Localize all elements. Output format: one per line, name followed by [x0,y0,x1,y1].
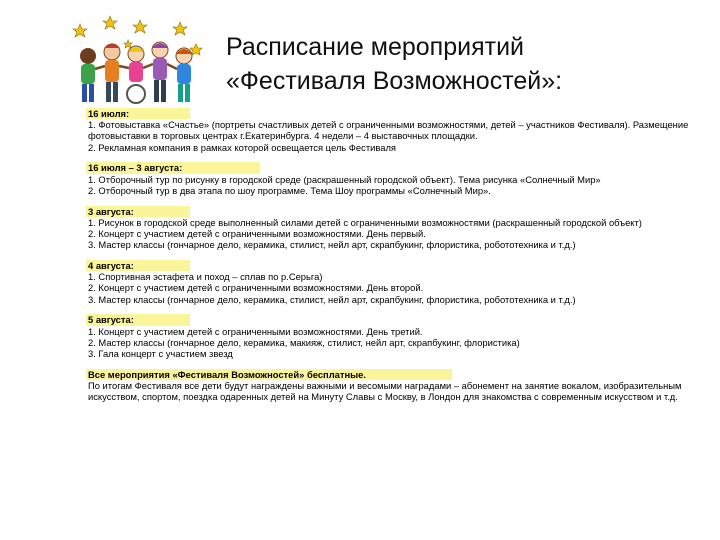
list-item: 2. Отборочный тур в два этапа по шоу программе. Тема Шоу программы «Солнечный Мир». [88,184,491,196]
section-heading: 4 августа: [86,260,190,271]
list-item: 2. Рекламная компания в рамках которой освещается цель Фестиваля [88,141,396,153]
children-logo [70,14,205,109]
section-heading: 16 июля: [86,108,190,119]
list-item: 3. Мастер классы (гончарное дело, керамика, стилист, нейл арт, скрапбукинг, флористика, робототехника и т.д.) [88,239,576,251]
list-item: 2. Мастер классы (гончарное дело, керамика, макияж, стилист, нейл арт, скрапбукинг, флористика) [88,336,520,348]
schedule-section-summary [88,369,700,403]
list-item: 3. Гала концерт с участием звезд [88,348,233,360]
list-item: 2. Концерт с участием детей с ограниченными возможностями. День второй. [88,282,424,294]
schedule-section-july-16 [88,108,700,153]
children-holding-hands-with-stars-icon [70,14,205,109]
list-item: 2. Концерт с участием детей с ограниченными возможностями. День первый. [88,228,426,240]
list-item: 1. Фотовыставка «Счастье» (портреты счастливых детей с ограниченными возможностями, детей – участников Фестиваля). Размещение фотовыставки в торговых центрах г.Екатеринбурга. 4 недели – 4 выставочных площадки. [88,119,689,142]
section-heading: 3 августа: [86,206,190,217]
page-title [226,30,686,98]
list-item: 3. Мастер классы (гончарное дело, керамика, стилист, нейл арт, скрапбукинг, флористика, робототехника и т.д.) [88,293,576,305]
list-item: По итогам Фестиваля все дети будут награждены важными и весомыми наградами – абонемент на занятие вокалом, изобразительным искусством, спортом, поездка одаренных детей на Минуту Славы с Москву, в Лондон для знакомства с современным искусством и т.д. [88,380,682,403]
section-heading: 5 августа: [86,314,190,325]
list-item: 1. Спортивная эстафета и поход – сплав по р.Серьга) [88,271,323,283]
list-item: 1. Рисунок в городской среде выполненный силами детей с ограниченными возможностями (раскрашенный городской объект) [88,216,642,228]
section-heading: 16 июля – 3 августа: [86,162,260,173]
schedule-section-july-16-aug-3 [88,162,700,196]
schedule-section-aug-5 [88,314,700,359]
schedule-section-aug-4 [88,260,700,305]
list-item: 1. Отборочный тур по рисунку в городской среде (раскрашенный городской объект). Тема рисунка «Солнечный Мир» [88,173,601,185]
schedule-section-aug-3 [88,206,700,251]
list-item: 1. Концерт с участием детей с ограниченными возможностями. День третий. [88,325,423,337]
section-heading: Все мероприятия «Фестиваля Возможностей» бесплатные. [86,369,452,380]
schedule [88,108,700,412]
title-line-1: Расписание мероприятий [226,33,524,61]
title-line-2: «Фестиваля Возможностей»: [226,67,563,95]
